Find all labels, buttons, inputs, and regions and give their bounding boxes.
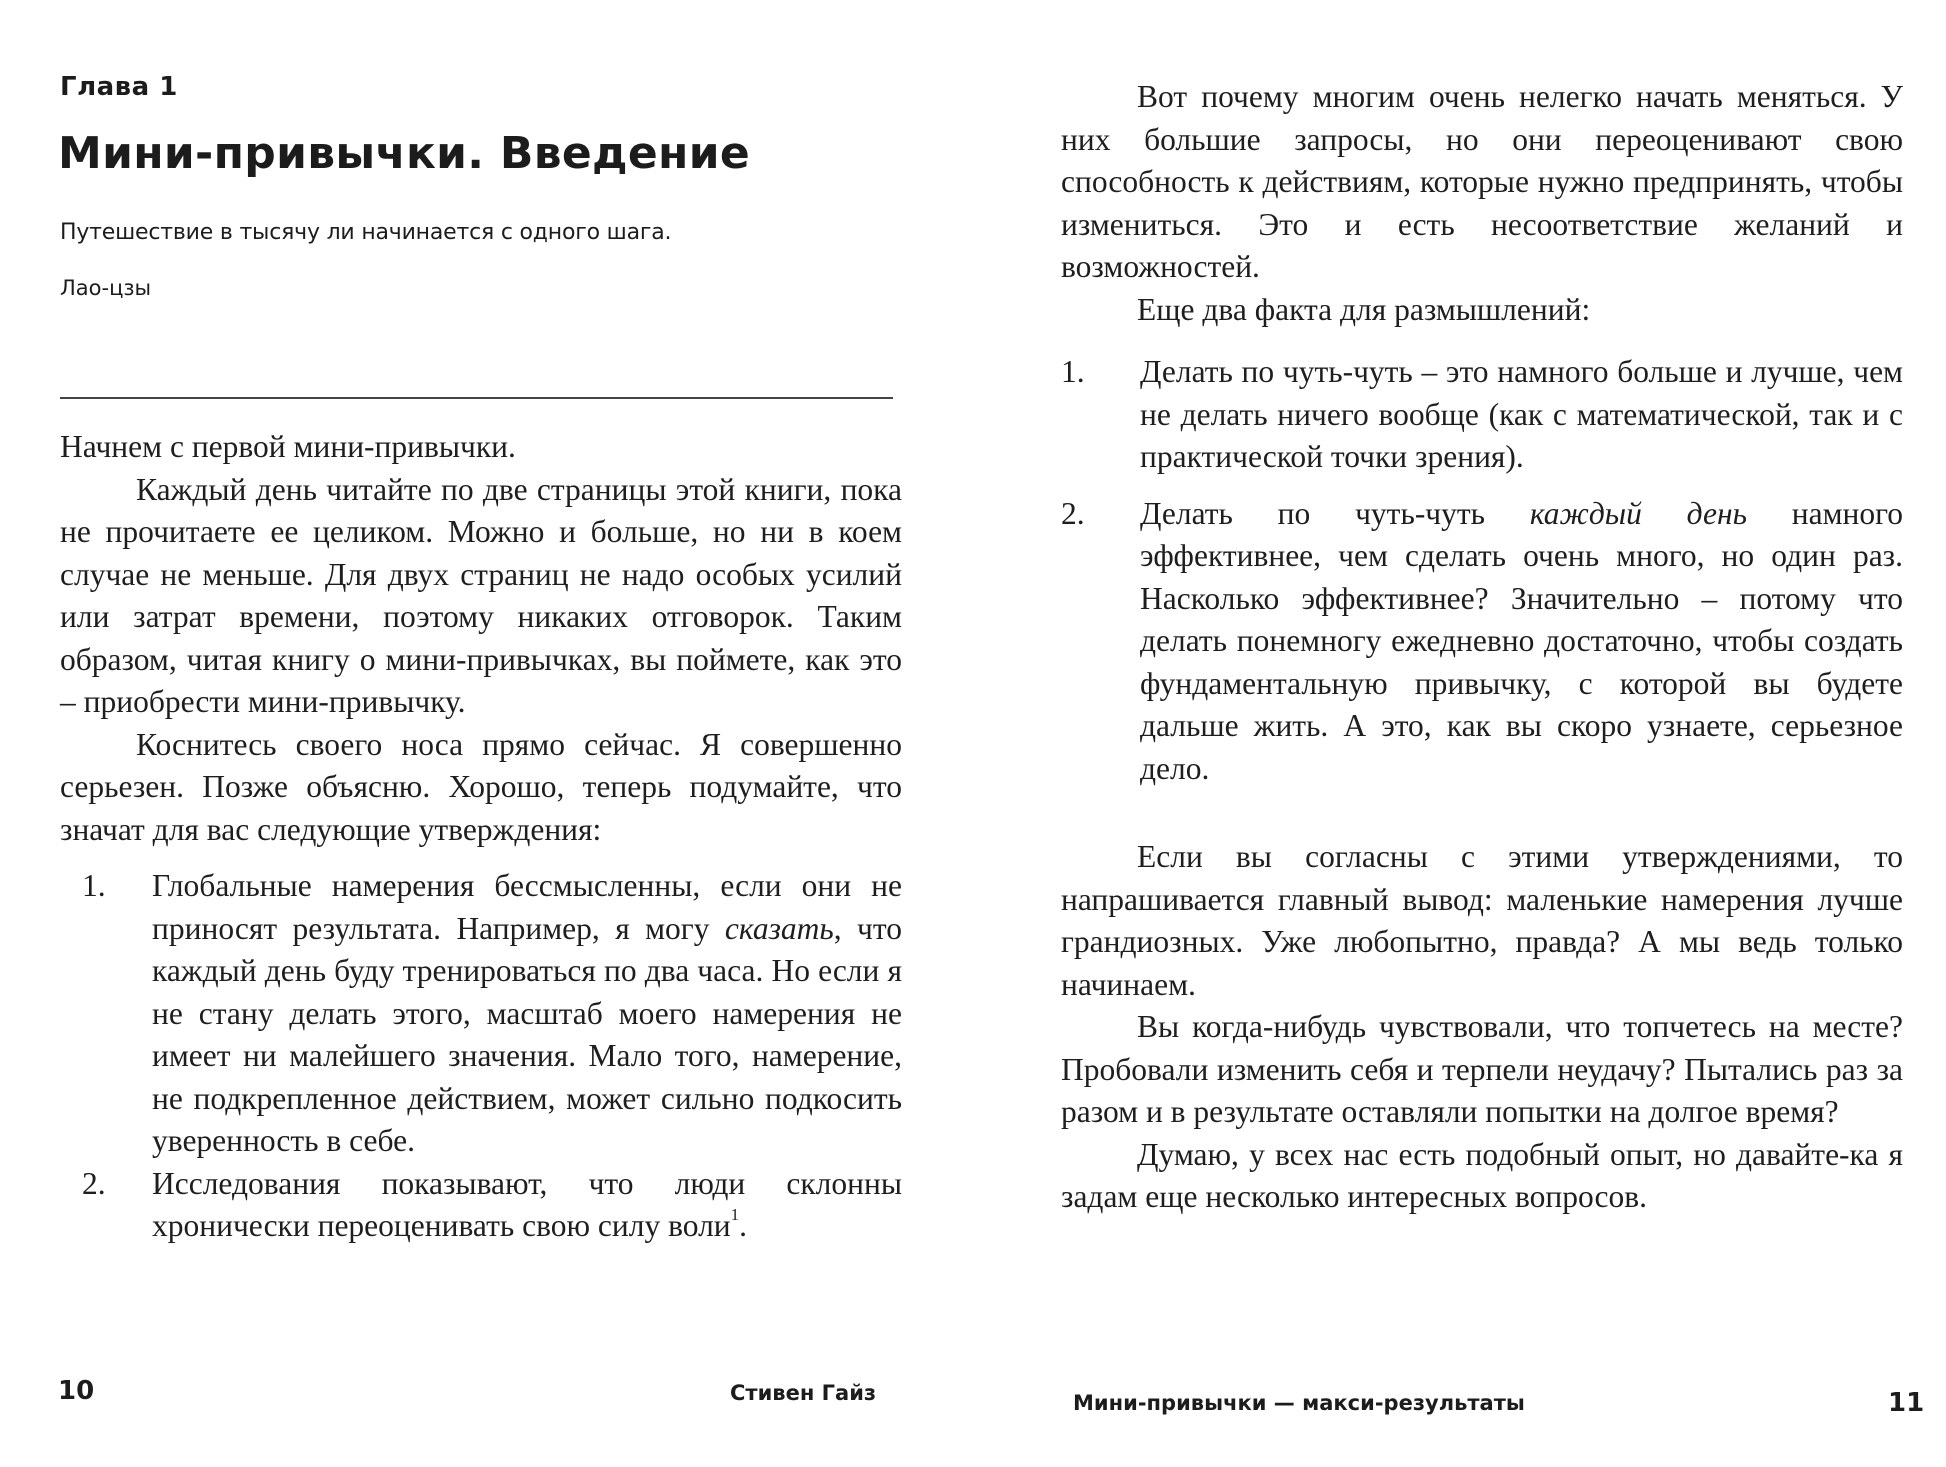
- paragraph: Начнем с первой мини-привычки.: [60, 429, 516, 464]
- list-number: 2.: [82, 1165, 106, 1201]
- left-page-body: [60, 426, 902, 1248]
- paragraph: Думаю, у всех нас есть подобный опыт, но давайте-ка я задам еще несколько интересных вопросов.: [1061, 1136, 1903, 1214]
- footnote-marker[interactable]: 1: [730, 1205, 740, 1224]
- list-number: 1.: [82, 868, 106, 903]
- chapter-title: Мини-привычки. Введение: [58, 128, 750, 179]
- list-item: [1013, 493, 1903, 791]
- list-text: Делать по чуть-чуть – это намного больше и лучше, чем не делать ничего вообще (как с математической, так и с практической точки зрения).: [1140, 354, 1903, 474]
- emphasis-text: каждый день: [1529, 495, 1747, 531]
- statements-list: [60, 865, 902, 1248]
- emphasis-text: сказать: [724, 910, 834, 946]
- list-item: [60, 1163, 902, 1248]
- paragraph: Еще два факта для размышлений:: [1137, 291, 1591, 327]
- epigraph-author: Лао-цзы: [60, 276, 152, 300]
- epigraph-quote: Путешествие в тысячу ли начинается с одного шага.: [60, 220, 672, 245]
- list-text: , что каждый день буду тренироваться по два часа. Но если я не стану делать этого, масштаб моего намерения не имеет ни малейшего значения. Мало того, намерение, не подкрепленное действием, может сильно подкосить уверенность в себе.: [152, 910, 902, 1158]
- chapter-separator-line: [60, 397, 893, 399]
- facts-list: [1061, 351, 1903, 790]
- paragraph: Вы когда-нибудь чувствовали, что топчетесь на месте? Пробовали изменить себя и терпели неудачу? Пытались раз за разом и в результате оставляли попытки на долгое время?: [1061, 1009, 1903, 1129]
- right-page: [973, 0, 1946, 1467]
- paragraph: Если вы согласны с этими утверждениями, то напрашивается главный вывод: маленькие намерения лучше грандиозных. Уже любопытно, правда? А мы ведь только начинаем.: [1061, 839, 1903, 1002]
- list-number: 1.: [1061, 354, 1085, 389]
- paragraph: Коснитесь своего носа прямо сейчас. Я совершенно серьезен. Позже объясню. Хорошо, теперь подумайте, что значат для вас следующие утверждения:: [60, 726, 902, 847]
- list-text: намного эффективнее, чем сделать очень много, но один раз. Насколько эффективнее? Значительно – потому что делать понемногу ежедневно достаточно, чтобы создать фундаментальную привычку, с которой вы будете дальше жить. А это, как вы скоро узнаете, серьезное дело.: [1140, 495, 1904, 786]
- page-number: 11: [1888, 1388, 1925, 1418]
- list-text: Глобальные намерения бессмысленны, если они не приносят результата. Например, я могу: [152, 868, 902, 946]
- paragraph: Вот почему многим очень нелегко начать меняться. У них большие запросы, но они переоценивают свою способность к действиям, которые нужно предпринять, чтобы измениться. Это и есть несоответствие желаний и возможностей.: [1061, 79, 1903, 284]
- chapter-label: Глава 1: [60, 72, 178, 102]
- right-page-body: [1061, 76, 1903, 1219]
- page-number: 10: [58, 1376, 95, 1406]
- running-head-author: Стивен Гайз: [730, 1381, 877, 1405]
- list-text: .: [739, 1208, 748, 1243]
- running-head-book-title: Мини-привычки — макси-результаты: [1073, 1391, 1525, 1415]
- paragraph: Каждый день читайте по две страницы этой книги, пока не прочитаете ее целиком. Можно и больше, но ни в коем случае не меньше. Для двух страниц не надо особых усилий или затрат времени, поэтому никаких отговорок. Таким образом, читая книгу о мини-привычках, вы поймете, как это – приобрести мини-привычку.: [60, 471, 902, 719]
- list-item: [60, 865, 902, 1163]
- list-text: Делать по чуть-чуть: [1140, 495, 1530, 531]
- list-number: 2.: [1061, 495, 1085, 531]
- list-item: [1013, 351, 1903, 479]
- list-text: Исследования показывают, что люди склонны хронически переоценивать свою силу воли: [152, 1165, 902, 1243]
